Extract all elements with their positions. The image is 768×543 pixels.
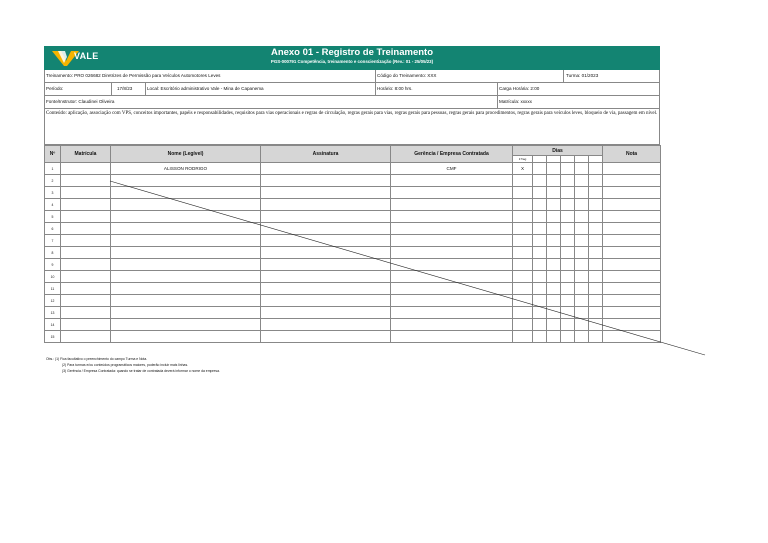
cell-management: CMF [391,163,513,175]
cell-number: 10 [45,271,61,283]
cell-name: ALISSON RODRIGO [111,163,261,175]
cell-number: 2 [45,175,61,187]
form-subtitle: PGS-000791 Competência, treinamento e conscientização (Rev.: 01 - 25/05/23) [270,59,434,64]
workload: Carga Horária: 2:00 [499,86,540,91]
col-number: Nº [45,146,61,163]
cell-number: 14 [45,319,61,331]
col-days: Dias [513,146,603,156]
cell-number: 3 [45,187,61,199]
training-name: Treinamento: PRO 026682 Diretrizes de Permissão para Veículos Automotores Leves [46,73,221,78]
col-registration: Matrícula [61,146,111,163]
cell-day-1: X [513,163,533,175]
class-number: Turma: 01/2023 [566,73,599,78]
period-value: 17/8/23 [117,86,133,91]
note-2: (2) Para turmas e/ou conteúdos programáticos maiores, poderão incluir mais linhas. [62,363,189,367]
cell-number: 7 [45,235,61,247]
cell-number: 15 [45,331,61,343]
cell-number: 13 [45,307,61,319]
instructor-registration: Matrícula: xxxxx [499,99,532,104]
period-label: Período: [46,86,64,91]
instructor: Fonte/Instrutor: Claudinei Oliveira [46,99,115,104]
training-content: Conteúdo: aplicação, associação com VPS, conceitos importantes, papéis e responsabilidades, requisitos para vias operacionais e regras de circulação, regras gerais para vias, regras gerais para pessoas, regras gerais para procedimentos, regras gerais para veículos leves, bloqueio de via, passagem em nível. [44,109,660,145]
col-grade: Nota [603,146,661,163]
col-management: Gerência / Empresa Contratada [391,146,513,163]
col-signature: Assinatura [261,146,391,163]
cell-number: 9 [45,259,61,271]
cell-number: 5 [45,211,61,223]
cell-number: 4 [45,199,61,211]
cell-number: 12 [45,295,61,307]
note-1: Obs.: (1) Fica facultativo o preenchimento do campo Turma e Nota. [46,357,148,361]
cell-number: 11 [45,283,61,295]
day-1: 17/ag [513,156,533,163]
col-name: Nome (Legível) [111,146,261,163]
note-3: (3) Gerência / Empresa Contratada: quando se tratar de contratada deverá informar o nome da empresa. [62,369,220,373]
logo-text: VALE [74,51,99,61]
cell-number: 8 [45,247,61,259]
form-title: Anexo 01 - Registro de Treinamento [270,47,434,58]
cell-number: 6 [45,223,61,235]
location: Local: Escritório administrativo Vale - Mina de Capanema [147,86,264,91]
training-code: Código do Treinamento: XXX [377,73,437,78]
cell-number: 1 [45,163,61,175]
schedule: Horário: 8:00 hrs. [377,86,413,91]
